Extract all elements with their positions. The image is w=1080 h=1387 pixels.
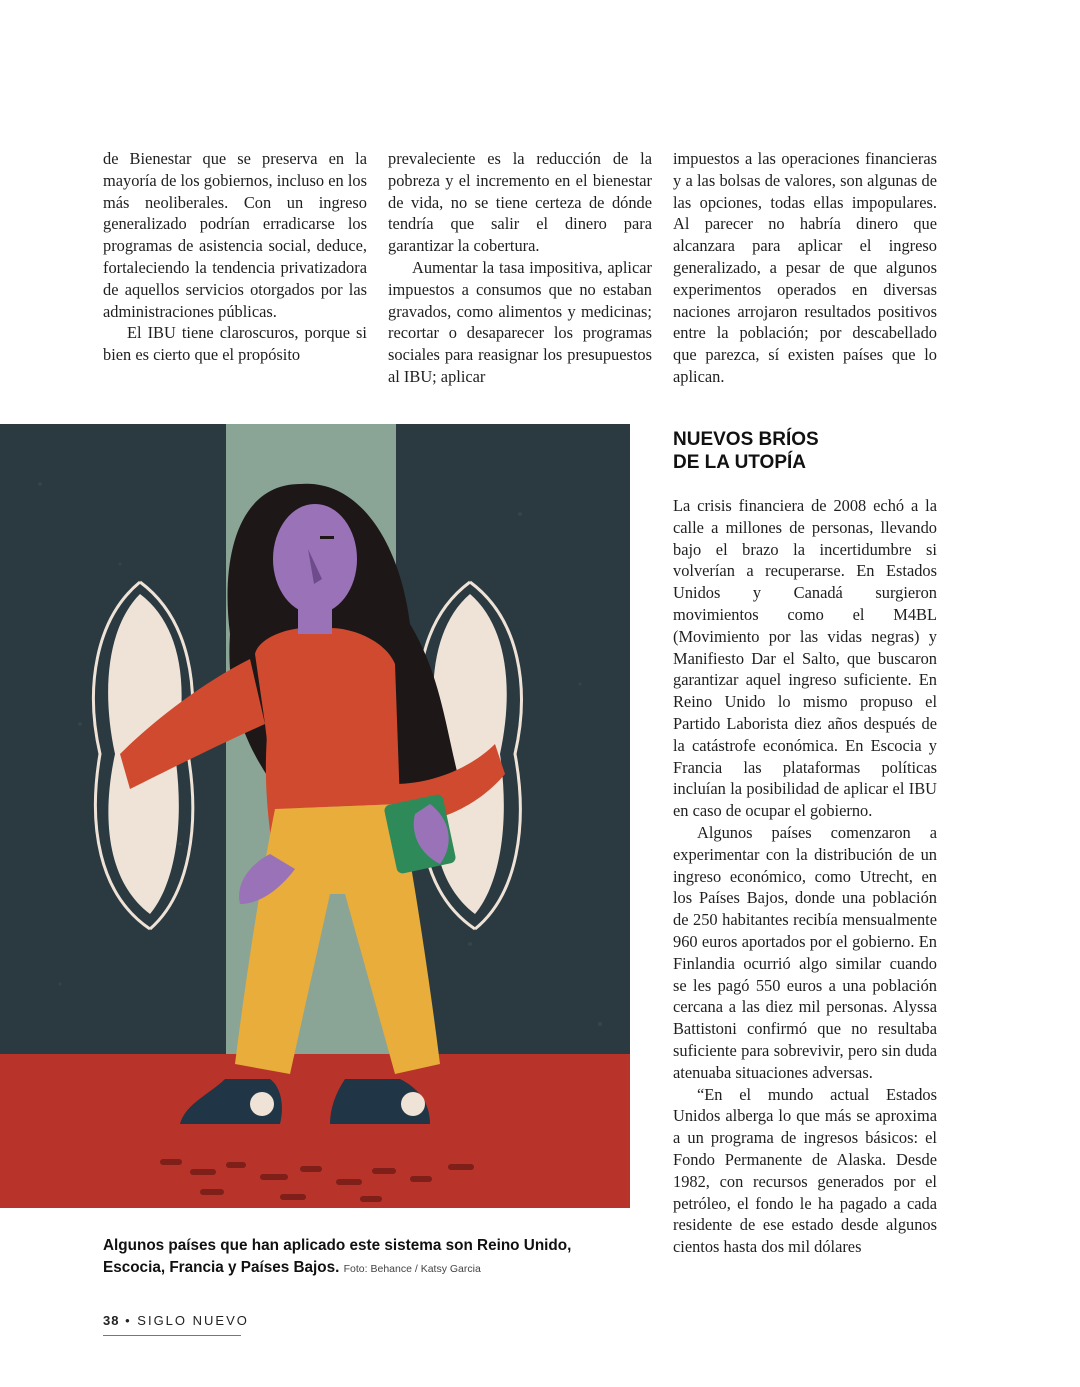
body-column-3 <box>673 148 937 388</box>
body-column-2 <box>388 148 652 388</box>
paragraph: “En el mundo actual Estados Unidos alberga lo que más se aproxima a un programa de ingresos básicos: el Fondo Permanente de Alaska. Desde 1982, con recursos generados por el petróleo, el fondo le ha pagado a cada residente de ese estado desde algunos cientos hasta dos mil dólares <box>673 1084 937 1257</box>
paragraph: La crisis financiera de 2008 echó a la calle a millones de personas, llevando bajo el brazo la incertidumbre si volverían a recuperarse. En Estados Unidos y Canadá surgieron movimientos como el M4BL (Movimiento por las vidas negras) y Manifiesto Dar el Salto, que buscaron garantizar aquel ingreso suficiente. En Reino Unido lo mismo propuso el Partido Laborista diez años después de la catástrofe económica. En Escocia y Francia las plataformas políticas incluían la posibilidad de aplicar el IBU en caso de ocupar el gobierno. <box>673 496 937 821</box>
face <box>273 504 357 614</box>
paragraph: de Bienestar que se preserva en la mayoría de los gobiernos, incluso en los más neoliberales. Con un ingreso generalizado podrían erradicarse los programas de asistencia social, deduce, fortaleciendo la tendencia privatizadora de aquellos servicios otorgados por las administraciones públicas. <box>103 149 367 321</box>
paragraph: prevaleciente es la reducción de la pobreza y el incremento en el bienestar de vida, no se tiene certeza de dónde tendría que salir el dinero para garantizar la cobertura. <box>388 149 652 256</box>
page-footer <box>103 1313 249 1336</box>
caption-text: Algunos países que han aplicado este sistema son Reino Unido, Escocia, Francia y Países Bajos. <box>103 1237 572 1276</box>
page-number: 38 <box>103 1313 120 1328</box>
illustration <box>0 424 630 1208</box>
photo-credit: Foto: Behance / Katsy Garcia <box>343 1263 481 1275</box>
magazine-name: SIGLO NUEVO <box>137 1313 249 1328</box>
paragraph: Algunos países comenzaron a experimentar con la distribución de un ingreso económico, como Utrecht, en los Países Bajos, donde una población de 250 habitantes recibía mensualmente 960 euros aportados por el gobierno. En Finlandia ocurrió algo similar cuando se les pagó 550 euros a una población cercana a las diez mil personas. Alyssa Battistoni confirmó que no resultaba suficiente para sobrevivir, pero sin duda atenuaba situaciones adversas. <box>673 822 937 1082</box>
section-heading-line: NUEVOS BRÍOS <box>673 429 819 450</box>
body-column-4 <box>673 495 937 1258</box>
figure-caption <box>103 1235 623 1280</box>
footer-separator: • <box>125 1313 132 1328</box>
section-heading-line: DE LA UTOPÍA <box>673 452 807 473</box>
paragraph: Aumentar la tasa impositiva, aplicar impuestos a consumos que no estaban gravados, como alimentos y medicinas; recortar o desaparecer los programas sociales para reasignar los presupuestos al IBU; aplicar <box>388 257 652 386</box>
paragraph: impuestos a las operaciones financieras y a las bolsas de valores, son algunas de las opciones, todas ellas impopulares. Al parecer no habría dinero que alcanzara para aplicar el ingreso generalizado, a pesar de que algunos experimentos operados en diversas naciones arrojaron resultados positivos entre la población; por descabellado que parezca, sí existen países que lo aplican. <box>673 149 937 386</box>
body-column-1 <box>103 148 367 366</box>
section-heading <box>673 428 937 474</box>
paragraph: El IBU tiene claroscuros, porque si bien es cierto que el propósito <box>103 323 367 365</box>
floor <box>0 1054 630 1208</box>
